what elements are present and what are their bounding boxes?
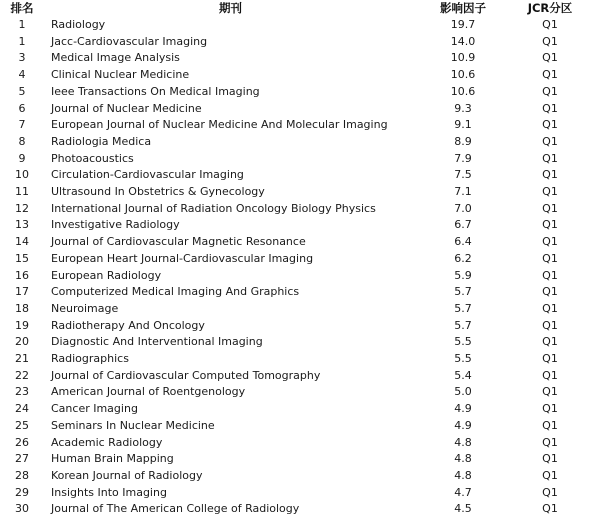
cell-rank: 15 <box>15 251 29 265</box>
table-row <box>0 117 591 134</box>
cell-rank: 24 <box>15 402 29 416</box>
cell-rank: 29 <box>15 485 29 499</box>
cell-impact-factor: 4.8 <box>454 452 472 466</box>
cell-journal: Journal of The American College of Radiology <box>51 502 300 516</box>
cell-jcr: Q1 <box>542 352 558 366</box>
cell-journal: Neuroimage <box>51 301 119 315</box>
cell-journal: European Journal of Nuclear Medicine And Molecular Imaging <box>51 118 388 132</box>
cell-rank: 6 <box>18 101 26 115</box>
table-row <box>0 485 591 502</box>
table-row <box>0 435 591 452</box>
cell-rank: 27 <box>15 452 29 466</box>
table-row <box>0 334 591 351</box>
cell-jcr: Q1 <box>542 235 558 249</box>
cell-impact-factor: 4.8 <box>454 435 472 449</box>
cell-journal: Radiotherapy And Oncology <box>51 318 205 332</box>
cell-rank: 20 <box>15 335 29 349</box>
cell-jcr: Q1 <box>542 84 558 98</box>
cell-rank: 14 <box>15 235 29 249</box>
cell-rank: 10 <box>15 168 29 182</box>
cell-jcr: Q1 <box>542 368 558 382</box>
cell-journal: Seminars In Nuclear Medicine <box>51 418 215 432</box>
cell-impact-factor: 7.9 <box>454 151 472 165</box>
table-row <box>0 84 591 101</box>
cell-journal: Academic Radiology <box>51 435 163 449</box>
table-header <box>0 0 591 17</box>
cell-jcr: Q1 <box>542 101 558 115</box>
cell-jcr: Q1 <box>542 18 558 31</box>
cell-journal: Human Brain Mapping <box>51 452 174 466</box>
header-impact-factor: 影响因子 <box>440 1 486 15</box>
table-row <box>0 34 591 51</box>
cell-jcr: Q1 <box>542 301 558 315</box>
cell-impact-factor: 4.5 <box>454 502 472 516</box>
table-row <box>0 201 591 218</box>
cell-jcr: Q1 <box>542 201 558 215</box>
cell-journal: Ieee Transactions On Medical Imaging <box>51 84 260 98</box>
cell-impact-factor: 5.4 <box>454 368 472 382</box>
table-body <box>0 17 591 518</box>
cell-rank: 8 <box>18 134 26 148</box>
cell-jcr: Q1 <box>542 452 558 466</box>
cell-journal: International Journal of Radiation Oncology Biology Physics <box>51 201 376 215</box>
cell-impact-factor: 8.9 <box>454 134 472 148</box>
cell-jcr: Q1 <box>542 51 558 65</box>
cell-journal: Photoacoustics <box>51 151 134 165</box>
cell-impact-factor: 4.9 <box>454 402 472 416</box>
cell-rank: 19 <box>15 318 29 332</box>
cell-rank: 3 <box>18 51 26 65</box>
cell-journal: Ultrasound In Obstetrics & Gynecology <box>51 185 265 199</box>
cell-jcr: Q1 <box>542 185 558 199</box>
cell-journal: Clinical Nuclear Medicine <box>51 68 190 82</box>
cell-jcr: Q1 <box>542 268 558 282</box>
cell-jcr: Q1 <box>542 468 558 482</box>
cell-impact-factor: 5.7 <box>454 285 472 299</box>
table-row <box>0 101 591 118</box>
cell-impact-factor: 10.9 <box>450 51 476 65</box>
cell-impact-factor: 9.3 <box>454 101 472 115</box>
table-row <box>0 151 591 168</box>
header-jcr: JCR分区 <box>527 1 573 15</box>
cell-journal: Journal of Cardiovascular Computed Tomography <box>51 368 321 382</box>
table-row <box>0 268 591 285</box>
cell-impact-factor: 4.9 <box>454 418 472 432</box>
table-row <box>0 468 591 485</box>
cell-journal: Korean Journal of Radiology <box>51 468 203 482</box>
cell-jcr: Q1 <box>542 485 558 499</box>
cell-jcr: Q1 <box>542 118 558 132</box>
cell-rank: 17 <box>15 285 29 299</box>
cell-jcr: Q1 <box>542 402 558 416</box>
cell-impact-factor: 5.7 <box>454 318 472 332</box>
cell-impact-factor: 7.0 <box>454 201 472 215</box>
cell-jcr: Q1 <box>542 335 558 349</box>
cell-impact-factor: 10.6 <box>450 84 476 98</box>
cell-jcr: Q1 <box>542 502 558 516</box>
cell-journal: Investigative Radiology <box>51 218 180 232</box>
cell-journal: Radiology <box>51 18 106 31</box>
table-row <box>0 17 591 34</box>
cell-impact-factor: 5.5 <box>454 352 472 366</box>
cell-jcr: Q1 <box>542 34 558 48</box>
cell-rank: 13 <box>15 218 29 232</box>
table-row <box>0 368 591 385</box>
cell-rank: 4 <box>18 68 26 82</box>
cell-jcr: Q1 <box>542 418 558 432</box>
table-row <box>0 318 591 335</box>
cell-rank: 21 <box>15 352 29 366</box>
cell-journal: Jacc-Cardiovascular Imaging <box>51 34 208 48</box>
cell-journal: European Radiology <box>51 268 162 282</box>
table-row <box>0 401 591 418</box>
cell-impact-factor: 5.5 <box>454 335 472 349</box>
table-row <box>0 167 591 184</box>
cell-rank: 18 <box>15 301 29 315</box>
cell-rank: 25 <box>15 418 29 432</box>
cell-journal: Medical Image Analysis <box>51 51 180 65</box>
cell-impact-factor: 10.6 <box>450 68 476 82</box>
header-rank: 排名 <box>10 1 34 15</box>
cell-journal: Radiologia Medica <box>51 134 152 148</box>
cell-journal: American Journal of Roentgenology <box>51 385 246 399</box>
table-row <box>0 251 591 268</box>
cell-rank: 22 <box>15 368 29 382</box>
cell-impact-factor: 19.7 <box>450 18 476 31</box>
cell-jcr: Q1 <box>542 218 558 232</box>
cell-rank: 26 <box>15 435 29 449</box>
cell-rank: 1 <box>18 18 26 31</box>
table-row <box>0 384 591 401</box>
cell-journal: Computerized Medical Imaging And Graphics <box>51 285 300 299</box>
cell-journal: Insights Into Imaging <box>51 485 167 499</box>
cell-impact-factor: 5.9 <box>454 268 472 282</box>
table-row <box>0 184 591 201</box>
cell-journal: European Heart Journal-Cardiovascular Imaging <box>51 251 314 265</box>
cell-impact-factor: 5.0 <box>454 385 472 399</box>
cell-impact-factor: 6.4 <box>454 235 472 249</box>
cell-jcr: Q1 <box>542 285 558 299</box>
table-row <box>0 284 591 301</box>
cell-impact-factor: 14.0 <box>450 34 476 48</box>
table-row <box>0 50 591 67</box>
table-row <box>0 67 591 84</box>
cell-impact-factor: 5.7 <box>454 301 472 315</box>
cell-impact-factor: 6.7 <box>454 218 472 232</box>
table-row <box>0 234 591 251</box>
cell-rank: 12 <box>15 201 29 215</box>
cell-jcr: Q1 <box>542 168 558 182</box>
cell-jcr: Q1 <box>542 68 558 82</box>
cell-jcr: Q1 <box>542 385 558 399</box>
table-row <box>0 501 591 518</box>
cell-journal: Journal of Nuclear Medicine <box>51 101 202 115</box>
table-row <box>0 451 591 468</box>
cell-impact-factor: 6.2 <box>454 251 472 265</box>
header-row <box>0 0 591 17</box>
cell-journal: Radiographics <box>51 352 129 366</box>
cell-rank: 23 <box>15 385 29 399</box>
cell-impact-factor: 7.5 <box>454 168 472 182</box>
cell-journal: Diagnostic And Interventional Imaging <box>51 335 263 349</box>
cell-jcr: Q1 <box>542 151 558 165</box>
table-row <box>0 217 591 234</box>
cell-rank: 1 <box>18 34 26 48</box>
cell-jcr: Q1 <box>542 318 558 332</box>
cell-journal: Circulation-Cardiovascular Imaging <box>51 168 244 182</box>
cell-rank: 11 <box>15 185 29 199</box>
header-journal: 期刊 <box>219 1 242 15</box>
cell-impact-factor: 4.8 <box>454 468 472 482</box>
cell-journal: Journal of Cardiovascular Magnetic Resonance <box>51 235 306 249</box>
cell-jcr: Q1 <box>542 435 558 449</box>
table-row <box>0 301 591 318</box>
cell-rank: 16 <box>15 268 29 282</box>
cell-impact-factor: 7.1 <box>454 185 472 199</box>
table-row <box>0 134 591 151</box>
table-row <box>0 351 591 368</box>
table-row <box>0 418 591 435</box>
cell-rank: 30 <box>15 502 29 516</box>
cell-rank: 9 <box>18 151 26 165</box>
cell-jcr: Q1 <box>542 251 558 265</box>
cell-rank: 5 <box>18 84 26 98</box>
cell-journal: Cancer Imaging <box>51 402 138 416</box>
cell-rank: 28 <box>15 468 29 482</box>
cell-impact-factor: 4.7 <box>454 485 472 499</box>
cell-jcr: Q1 <box>542 134 558 148</box>
cell-impact-factor: 9.1 <box>454 118 472 132</box>
cell-rank: 7 <box>18 118 26 132</box>
